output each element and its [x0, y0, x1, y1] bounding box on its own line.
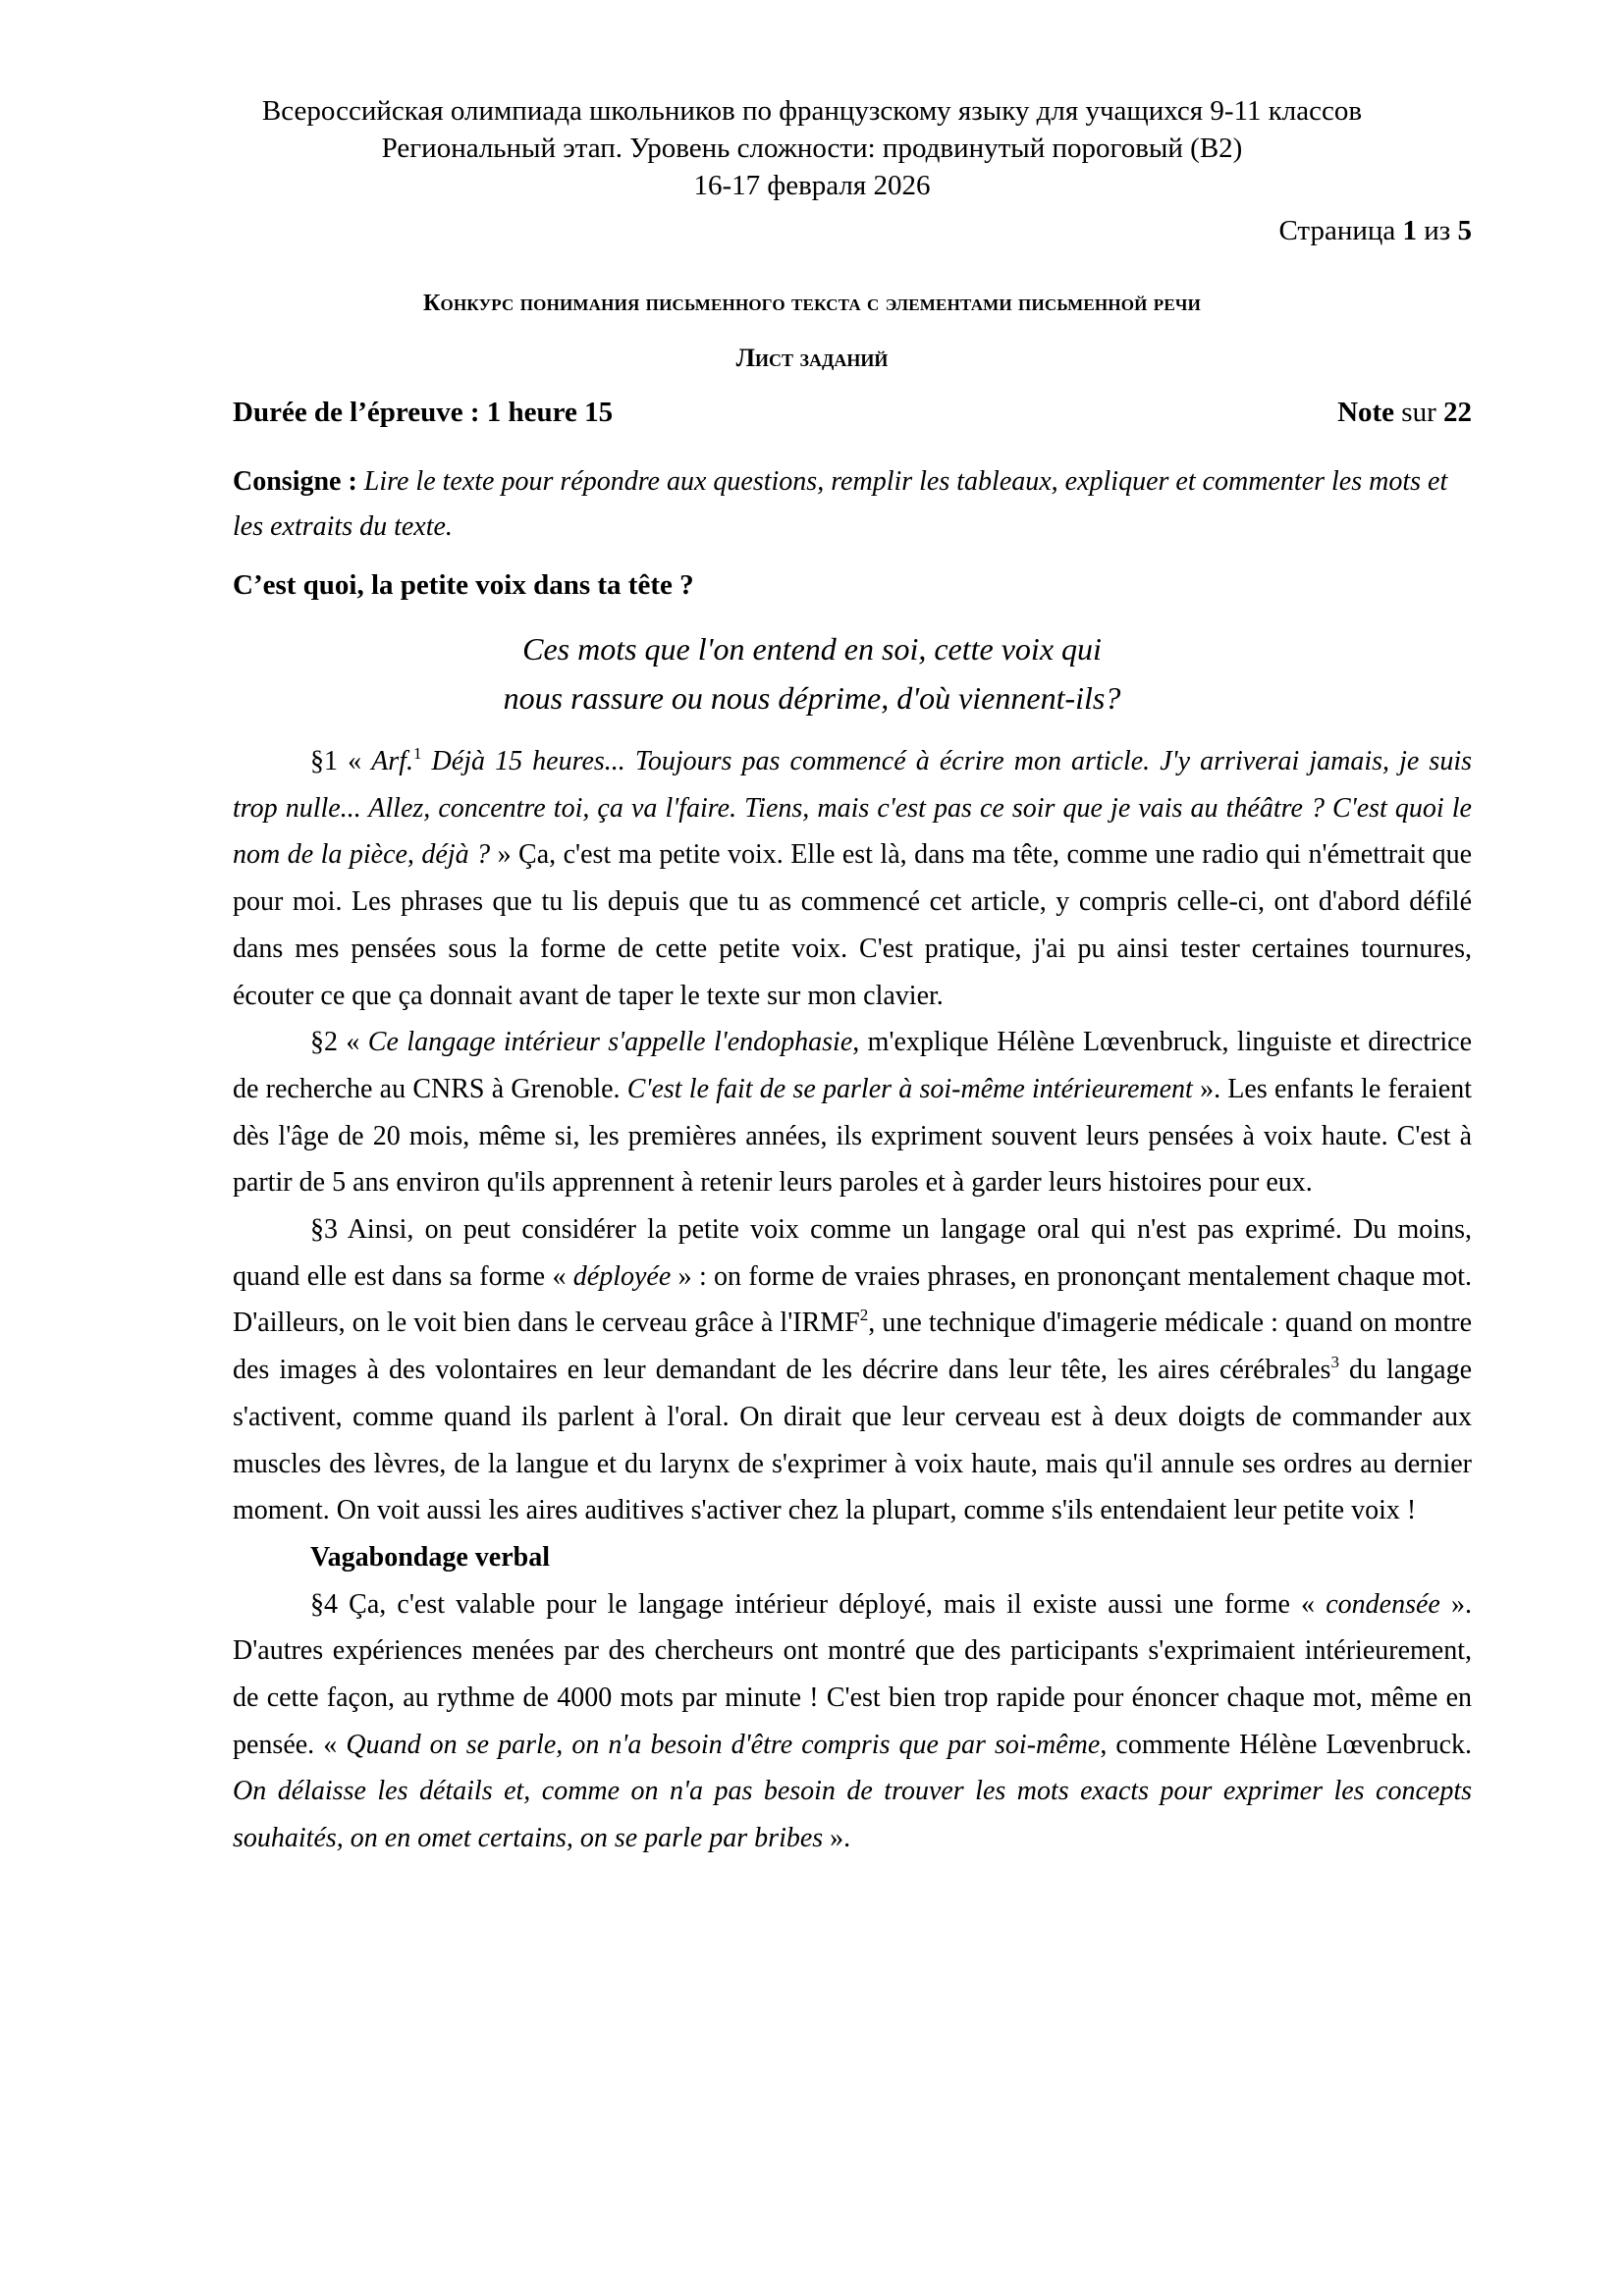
page-label: Страница: [1278, 215, 1396, 246]
paragraph-text: ». D'autres expériences menées par des chercheurs ont montré que des participants s'exprimaient intérieurement, de cette façon, au rythme de 4000 mots par minute ! C'est bien trop rapide pour énoncer chaque mot, même en pensée. «: [233, 1588, 1472, 1760]
paragraph-2: [233, 1019, 1472, 1206]
paragraph-text: ».: [823, 1823, 851, 1854]
paragraph-text: ». Les enfants le feraient dès l'âge de 20 mois, même si, les premières années, ils expriment souvent leurs pensées à voix haute. C'est à partir de 5 ans environ qu'ils apprennent à retenir leurs paroles et à garder leurs histoires pour eux.: [233, 1073, 1472, 1199]
paragraph-4: [233, 1581, 1472, 1862]
paragraph-number: §2 «: [310, 1027, 368, 1058]
paragraph-text: §4 Ça, c'est valable pour le langage intérieur déployé, mais il existe aussi une forme «: [310, 1588, 1326, 1620]
article-body: [233, 738, 1472, 1862]
paragraph-text: §3 Ainsi, on peut considérer la petite voix comme un langage oral qui n'est pas exprimé. Du moins, quand elle est dans sa forme «: [233, 1214, 1472, 1292]
sheet-title: Лист заданий: [735, 344, 889, 372]
quote-text: Déjà 15 heures... Toujours pas commencé à écrire mon article. J'y arriverai jamais, je suis trop nulle... Allez, concentre toi, ça va l'faire. Tiens, mais c'est pas ce soir que je vais au théâtre ? C'est quoi le nom de la pièce, déjà ?: [233, 746, 1472, 871]
page-total: 5: [1457, 215, 1472, 246]
quote-text: C'est le fait de se parler à soi-même intérieurement: [626, 1073, 1193, 1104]
paragraph-3: [233, 1206, 1472, 1534]
paragraph-text: , m'explique Hélène Lœvenbruck, linguiste et directrice de recherche au CNRS à Grenoble.: [233, 1027, 1472, 1104]
page-number: [1278, 212, 1472, 249]
footnote-ref: 2: [859, 1306, 869, 1325]
paragraph-1: [233, 738, 1472, 1019]
quote-text: Ce langage intérieur s'appelle l'endophasie: [367, 1027, 853, 1058]
quote-text: condensée: [1326, 1588, 1440, 1620]
note-label: Note: [1337, 397, 1395, 428]
paragraph-text: , une technique d'imagerie médicale : quand on montre des images à des volontaires en leur demandant de les décrire dans leur tête, les aires cérébrales: [233, 1308, 1473, 1386]
lead-line-1: Ces mots que l'on entend en soi, cette voix qui: [522, 631, 1102, 667]
paragraph-text: du langage s'activent, comme quand ils parlent à l'oral. On dirait que leur cerveau est à deux doigts de commander aux muscles des lèvres, de la langue et du larynx de s'exprimer à voix haute, mais qu'il annule ses ordres au dernier moment. On voit aussi les aires auditives s'activer chez la plupart, comme s'ils entendaient leur petite voix !: [233, 1355, 1473, 1526]
quote-text: Arf.: [371, 746, 413, 776]
subheading: Vagabondage verbal: [310, 1541, 551, 1573]
exam-note: [1337, 397, 1472, 429]
quote-text: déployée: [572, 1260, 672, 1292]
quote-text: On délaisse les détails et, comme on n'a pas besoin de trouver les mots exacts pour exprimer les concepts souhaités, on en omet certains, on se parle par bribes: [233, 1776, 1472, 1854]
note-sur: sur: [1394, 397, 1443, 428]
header-line-date: 16-17 февраля 2026: [693, 170, 931, 201]
paragraph-text: » : on forme de vraies phrases, en prononçant mentalement chaque mot. D'ailleurs, on le voit bien dans le cerveau grâce à l'IRMF: [233, 1260, 1472, 1339]
article-lead: [0, 624, 1624, 722]
contest-title: Конкурс понимания письменного текста с элементами письменной речи: [422, 291, 1202, 316]
exam-duration: Durée de l’épreuve : 1 heure 15: [233, 397, 614, 428]
instructions: [233, 459, 1472, 550]
note-value: 22: [1443, 397, 1472, 428]
exam-meta-row: [233, 397, 1472, 429]
article-title: C’est quoi, la petite voix dans ta tête ?: [233, 569, 694, 601]
instructions-label: Consigne :: [233, 466, 357, 497]
page-current: 1: [1402, 215, 1418, 246]
header-line-stage: Региональный этап. Уровень сложности: продвинутый пороговый (B2): [381, 133, 1243, 164]
quote-text: Quand on se parle, on n'a besoin d'être compris que par soi-même: [346, 1729, 1101, 1760]
paragraph-text: » Ça, c'est ma petite voix. Elle est là, dans ma tête, comme une radio qui n'émettrait que pour moi. Les phrases que tu lis depuis que tu as commencé cet article, y compris celle-ci, ont d'abord défilé dans mes pensées sous la forme de cette petite voix. C'est pratique, j'ai pu ainsi tester certaines tournures, écouter ce que ça donnait avant de taper le texte sur mon clavier.: [233, 839, 1472, 1011]
footnote-ref: 3: [1330, 1353, 1339, 1372]
page-of: из: [1424, 215, 1451, 246]
paragraph-number: §1 «: [310, 746, 372, 776]
header-line-olympiad: Всероссийская олимпиада школьников по французскому языку для учащихся 9-11 классов: [261, 95, 1363, 127]
instructions-text: Lire le texte pour répondre aux questions, remplir les tableaux, expliquer et commenter les mots et les extraits du texte.: [233, 466, 1448, 542]
lead-line-2: nous rassure ou nous déprime, d'où viennent-ils?: [503, 680, 1121, 716]
paragraph-text: , commente Hélène Lœvenbruck.: [1100, 1729, 1473, 1760]
footnote-ref: 1: [412, 744, 422, 763]
olympiad-header: [0, 92, 1624, 204]
